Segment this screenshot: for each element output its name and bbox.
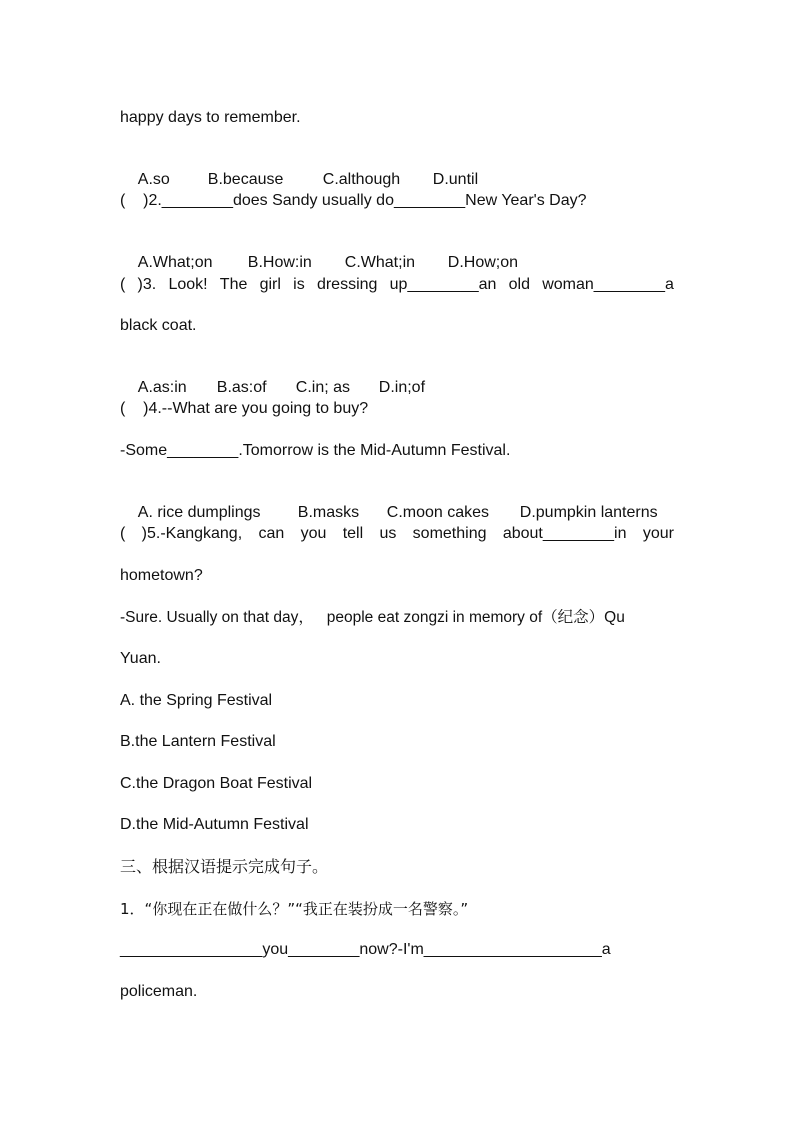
q5-word: can <box>258 525 285 542</box>
q5-word: your <box>642 525 674 542</box>
q1-option-d: D.until <box>432 171 479 188</box>
q2-option-a: A.What;on <box>137 254 213 271</box>
q3-word: is <box>293 276 305 293</box>
q4-option-b: B.masks <box>297 504 360 521</box>
q3-word: woman________a <box>542 276 674 293</box>
q4-option-a: A. rice dumplings <box>137 504 261 521</box>
q3-word: dressing <box>316 276 378 293</box>
q5-word: about________in <box>502 525 627 542</box>
q3-option-c: C.in; as <box>295 379 351 396</box>
q4-option-c: C.moon cakes <box>386 504 490 521</box>
sentence-1-chinese: 1．“你现在正在做什么？”“我正在装扮成一名警察。” <box>120 900 469 918</box>
q2-option-c: C.What;in <box>344 254 416 271</box>
q1-option-a: A.so <box>137 171 170 188</box>
q5-word: us <box>379 525 397 542</box>
q3-word: Look! <box>168 276 208 293</box>
q5-option-b: B.the Lantern Festival <box>120 733 276 750</box>
sentence-1-english: ________________you________now?-I'm____________________a <box>120 941 611 958</box>
q5-answer-continuation: Yuan. <box>120 650 161 667</box>
q3-option-d: D.in;of <box>378 379 426 396</box>
q1-option-c: C.although <box>322 171 401 188</box>
q5-option-a: A. the Spring Festival <box>120 692 273 709</box>
q1-continuation: happy days to remember. <box>120 109 301 126</box>
q5-question <box>120 524 674 544</box>
q5-continuation: hometown? <box>120 567 203 584</box>
sentence-1-continuation: policeman. <box>120 983 198 1000</box>
q5-word: something <box>412 525 487 542</box>
q4-question: ( )4.--What are you going to buy? <box>120 400 369 417</box>
q4-option-d: D.pumpkin lanterns <box>519 504 658 521</box>
q5-option-d: D.the Mid-Autumn Festival <box>120 816 309 833</box>
q3-question <box>120 275 674 295</box>
q2-question: ( )2.________does Sandy usually do________New Year's Day? <box>120 192 587 209</box>
q5-word: )5.-Kangkang, <box>141 525 243 542</box>
q3-word: old <box>508 276 530 293</box>
q3-word: up________an <box>389 276 497 293</box>
q2-option-d: D.How;on <box>447 254 519 271</box>
q3-continuation: black coat. <box>120 317 197 334</box>
q5-word: tell <box>342 525 364 542</box>
q5-word: you <box>300 525 327 542</box>
q3-option-a: A.as:in <box>137 379 187 396</box>
q3-word: ( <box>120 276 126 293</box>
q1-option-b: B.because <box>207 171 284 188</box>
q5-word: ( <box>120 525 126 542</box>
q3-option-b: B.as:of <box>216 379 267 396</box>
q3-word: girl <box>259 276 281 293</box>
q3-word: )3. <box>137 276 157 293</box>
section-3-heading: 三、根据汉语提示完成句子。 <box>120 857 329 876</box>
q2-option-b: B.How:in <box>247 254 312 271</box>
q4-answer: -Some________.Tomorrow is the Mid-Autumn Festival. <box>120 442 511 459</box>
q3-word: The <box>219 276 248 293</box>
q5-answer: -Sure. Usually on that day， people eat zongzi in memory of（纪念）Qu <box>120 609 625 626</box>
q5-option-c: C.the Dragon Boat Festival <box>120 775 313 792</box>
